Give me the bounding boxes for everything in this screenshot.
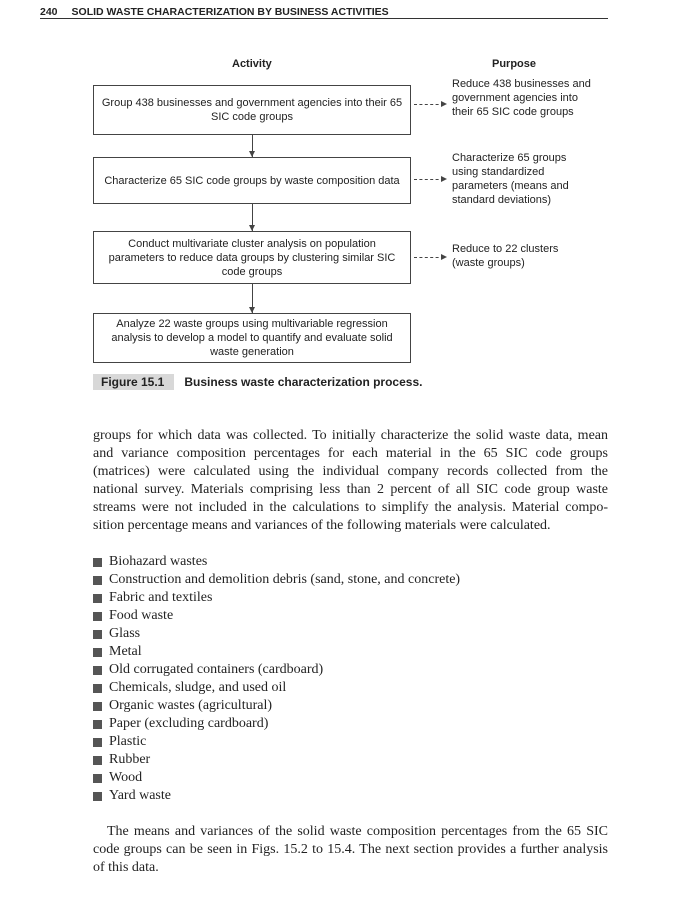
bullet-square-icon: [93, 594, 102, 603]
list-item-text: Plastic: [109, 734, 147, 749]
list-item: [93, 697, 608, 715]
bullet-square-icon: [93, 684, 102, 693]
purpose-text-2: Characterize 65 groups using standardized parameters (means and standard deviations): [452, 152, 569, 206]
flow-arrow: [252, 204, 253, 231]
bullet-square-icon: [93, 792, 102, 801]
list-item-text: Fabric and textiles: [109, 590, 213, 605]
list-item: [93, 751, 608, 769]
activity-box-2: Characterize 65 SIC code groups by waste composition data: [93, 157, 411, 204]
list-item: [93, 589, 608, 607]
list-item-text: Yard waste: [109, 788, 171, 803]
caption-text: Business waste characterization process.: [184, 375, 423, 389]
list-item: [93, 643, 608, 661]
list-item-text: Chemicals, sludge, and used oil: [109, 680, 287, 695]
list-item: [93, 553, 608, 571]
list-item-text: Paper (excluding cardboard): [109, 716, 269, 731]
list-item-text: Glass: [109, 626, 141, 641]
list-item: [93, 625, 608, 643]
list-item-text: Rubber: [109, 752, 151, 767]
list-item-text: Food waste: [109, 608, 174, 623]
activity-box-3: Conduct multivariate cluster analysis on population parameters to reduce data groups by clustering similar SIC code groups: [93, 231, 411, 284]
list-item-text: Biohazard wastes: [109, 554, 208, 569]
body-text: [93, 427, 608, 877]
list-item: [93, 571, 608, 589]
materials-list: [93, 553, 608, 805]
flow-arrow: [252, 284, 253, 313]
paragraph: The means and variances of the solid waste composition percentages from the 65 SIC code groups can be seen in Figs. 15.2 to 15.4. The next section provides a further analysis of this data.: [93, 824, 608, 875]
flow-arrow: [252, 135, 253, 157]
figure-caption: [93, 374, 422, 390]
bullet-square-icon: [93, 576, 102, 585]
bullet-square-icon: [93, 648, 102, 657]
activity-box-1: Group 438 businesses and government agencies into their 65 SIC code groups: [93, 85, 411, 135]
purpose-arrow: [414, 179, 444, 180]
list-item: [93, 787, 608, 805]
bullet-square-icon: [93, 630, 102, 639]
list-item-text: Old corrugated containers (cardboard): [109, 662, 324, 677]
bullet-square-icon: [93, 738, 102, 747]
list-item-text: Construction and demolition debris (sand, stone, and concrete): [109, 572, 461, 587]
purpose-text-1: Reduce 438 businesses and government agencies into their 65 SIC code groups: [452, 78, 591, 118]
purpose-text-3: Reduce to 22 clusters (waste groups): [452, 243, 559, 269]
bullet-square-icon: [93, 774, 102, 783]
list-item: [93, 679, 608, 697]
running-header: [40, 6, 608, 19]
list-item: [93, 769, 608, 787]
activity-heading: Activity: [232, 58, 272, 70]
bullet-square-icon: [93, 612, 102, 621]
list-item-text: Wood: [109, 770, 143, 785]
list-item: [93, 733, 608, 751]
bullet-square-icon: [93, 666, 102, 675]
list-item-text: Organic wastes (agricultural): [109, 698, 273, 713]
figure-label: Figure 15.1: [93, 374, 174, 390]
list-item: [93, 715, 608, 733]
list-item-text: Metal: [109, 644, 142, 659]
bullet-square-icon: [93, 558, 102, 567]
list-item: [93, 607, 608, 625]
paragraph: groups for which data was collected. To initially characterize the solid waste data, mean and variance composition percentages for each material in the 65 SIC code groups (matrices) were calculated using the individual company records collected from the national survey. Materials comprising less than 2 percent of all SIC code group waste streams were not included in the calculations to simplify the analysis. Material compo-sition percentage means and variances of the following materials were calculated.: [93, 428, 608, 533]
purpose-heading: Purpose: [492, 58, 537, 70]
bullet-square-icon: [93, 702, 102, 711]
page-number: 240: [40, 6, 58, 18]
list-item: [93, 661, 608, 679]
purpose-arrow: [414, 257, 444, 258]
bullet-square-icon: [93, 756, 102, 765]
activity-box-4: Analyze 22 waste groups using multivariable regression analysis to develop a model to quantify and evaluate solid waste generation: [93, 313, 411, 363]
purpose-arrow: [414, 104, 444, 105]
bullet-square-icon: [93, 720, 102, 729]
running-title: SOLID WASTE CHARACTERIZATION BY BUSINESS ACTIVITIES: [71, 6, 389, 18]
